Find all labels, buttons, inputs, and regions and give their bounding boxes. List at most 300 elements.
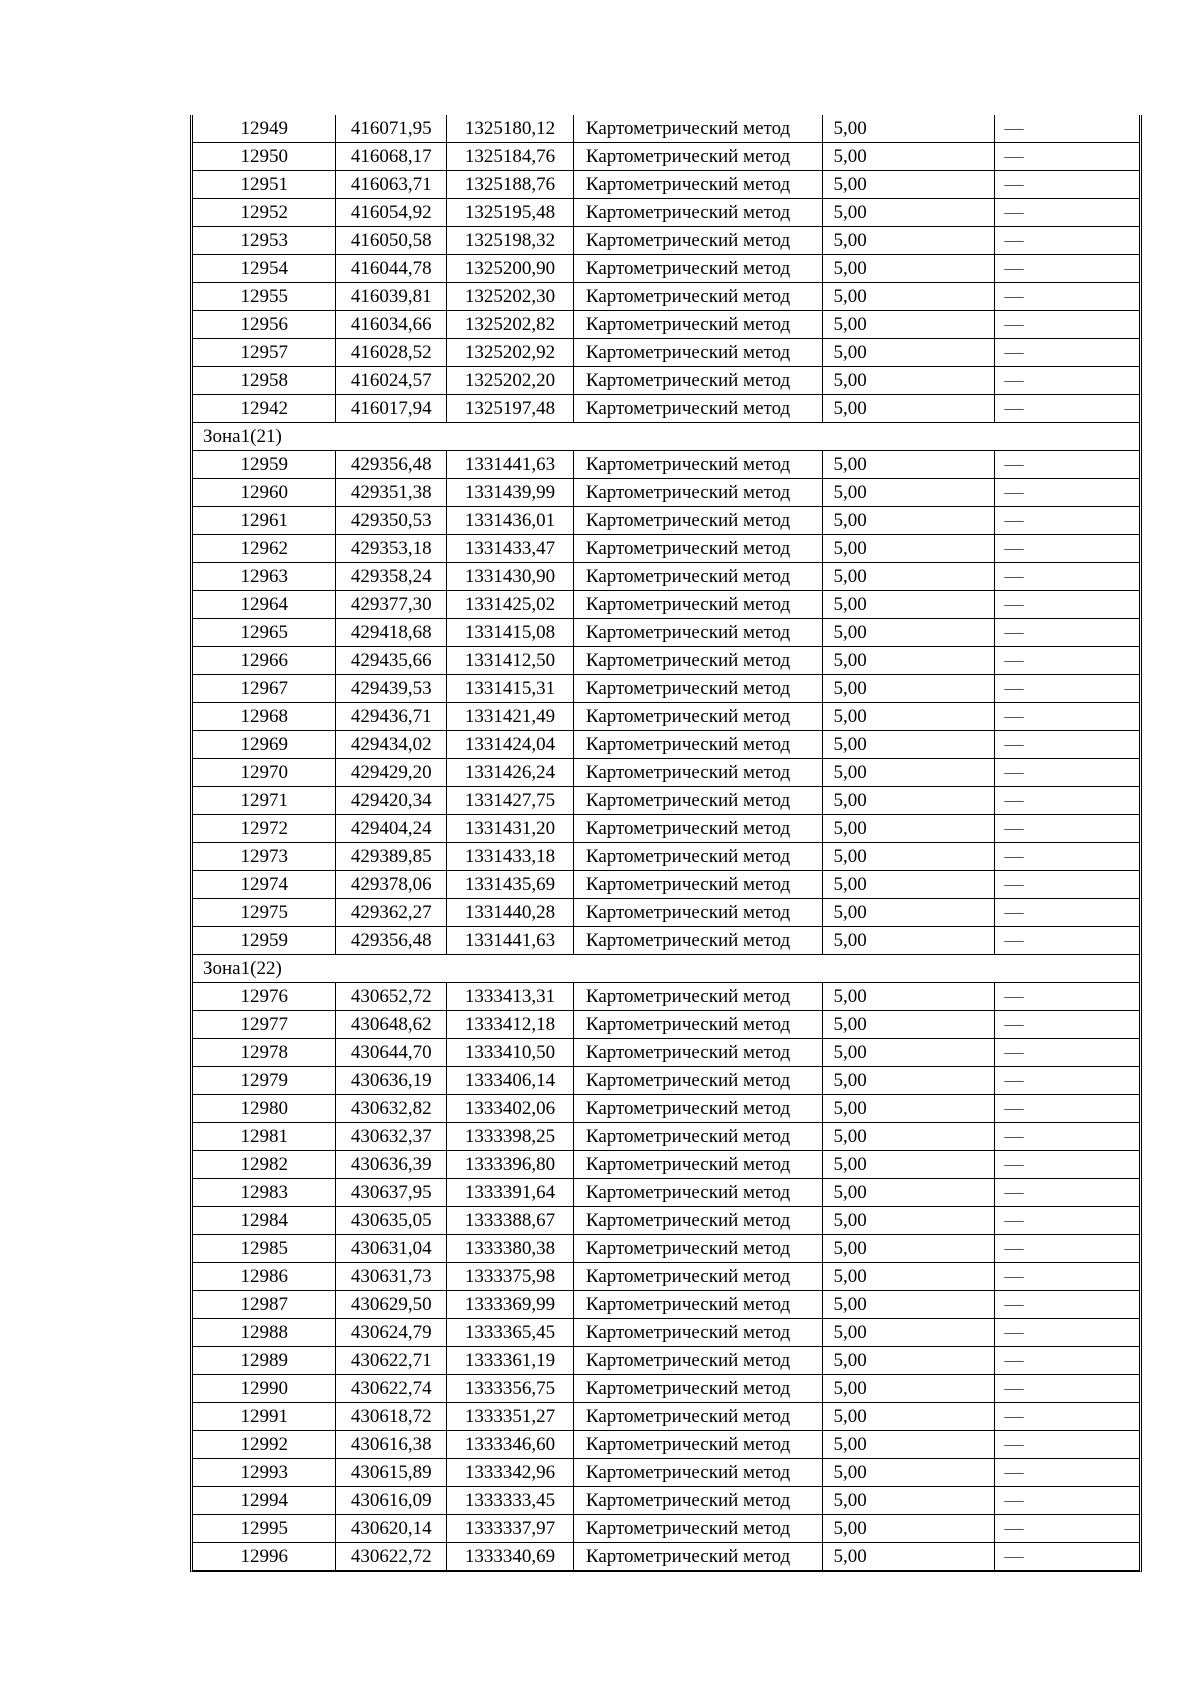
method-cell: Картометрический метод <box>573 815 823 843</box>
method-cell: Картометрический метод <box>573 1431 823 1459</box>
zone-label: Зона1(21) <box>193 423 1139 451</box>
method-cell: Картометрический метод <box>573 1151 823 1179</box>
point-number-cell: 12994 <box>193 1487 336 1515</box>
y-coordinate-cell: 1333342,96 <box>447 1459 574 1487</box>
x-coordinate-cell: 416028,52 <box>336 339 447 367</box>
table-row <box>193 1291 1139 1319</box>
table-row <box>193 1459 1139 1487</box>
method-cell: Картометрический метод <box>573 675 823 703</box>
accuracy-cell: 5,00 <box>823 843 994 871</box>
method-cell: Картометрический метод <box>573 507 823 535</box>
table-row <box>193 199 1139 227</box>
accuracy-cell: 5,00 <box>823 899 994 927</box>
x-coordinate-cell: 430652,72 <box>336 983 447 1011</box>
x-coordinate-cell: 429418,68 <box>336 619 447 647</box>
accuracy-cell: 5,00 <box>823 199 994 227</box>
table-row <box>193 479 1139 507</box>
description-cell: — <box>994 171 1139 199</box>
y-coordinate-cell: 1331430,90 <box>447 563 574 591</box>
y-coordinate-cell: 1333391,64 <box>447 1179 574 1207</box>
point-number-cell: 12987 <box>193 1291 336 1319</box>
table-row <box>193 283 1139 311</box>
x-coordinate-cell: 416024,57 <box>336 367 447 395</box>
point-number-cell: 12975 <box>193 899 336 927</box>
point-number-cell: 12951 <box>193 171 336 199</box>
y-coordinate-cell: 1325197,48 <box>447 395 574 423</box>
y-coordinate-cell: 1333375,98 <box>447 1263 574 1291</box>
point-number-cell: 12966 <box>193 647 336 675</box>
table-row <box>193 899 1139 927</box>
point-number-cell: 12984 <box>193 1207 336 1235</box>
method-cell: Картометрический метод <box>573 1263 823 1291</box>
table-row <box>193 1375 1139 1403</box>
method-cell: Картометрический метод <box>573 535 823 563</box>
accuracy-cell: 5,00 <box>823 619 994 647</box>
description-cell: — <box>994 1235 1139 1263</box>
method-cell: Картометрический метод <box>573 1095 823 1123</box>
table-row <box>193 535 1139 563</box>
y-coordinate-cell: 1333412,18 <box>447 1011 574 1039</box>
point-number-cell: 12982 <box>193 1151 336 1179</box>
point-number-cell: 12950 <box>193 143 336 171</box>
table-row <box>193 1095 1139 1123</box>
description-cell: — <box>994 199 1139 227</box>
description-cell: — <box>994 1515 1139 1543</box>
table-row <box>193 619 1139 647</box>
accuracy-cell: 5,00 <box>823 1319 994 1347</box>
description-cell: — <box>994 703 1139 731</box>
description-cell: — <box>994 451 1139 479</box>
table-row <box>193 759 1139 787</box>
accuracy-cell: 5,00 <box>823 367 994 395</box>
accuracy-cell: 5,00 <box>823 311 994 339</box>
y-coordinate-cell: 1333396,80 <box>447 1151 574 1179</box>
table-row <box>193 367 1139 395</box>
table-row <box>193 927 1139 955</box>
y-coordinate-cell: 1333346,60 <box>447 1431 574 1459</box>
point-number-cell: 12991 <box>193 1403 336 1431</box>
description-cell: — <box>994 1123 1139 1151</box>
method-cell: Картометрический метод <box>573 199 823 227</box>
table-row <box>193 591 1139 619</box>
table-row <box>193 339 1139 367</box>
x-coordinate-cell: 429356,48 <box>336 451 447 479</box>
accuracy-cell: 5,00 <box>823 815 994 843</box>
y-coordinate-cell: 1331424,04 <box>447 731 574 759</box>
method-cell: Картометрический метод <box>573 1459 823 1487</box>
y-coordinate-cell: 1331435,69 <box>447 871 574 899</box>
table-row <box>193 1263 1139 1291</box>
y-coordinate-cell: 1325180,12 <box>447 115 574 143</box>
accuracy-cell: 5,00 <box>823 1095 994 1123</box>
method-cell: Картометрический метод <box>573 927 823 955</box>
x-coordinate-cell: 430636,39 <box>336 1151 447 1179</box>
description-cell: — <box>994 899 1139 927</box>
accuracy-cell: 5,00 <box>823 1347 994 1375</box>
method-cell: Картометрический метод <box>573 983 823 1011</box>
table-row <box>193 507 1139 535</box>
x-coordinate-cell: 416054,92 <box>336 199 447 227</box>
method-cell: Картометрический метод <box>573 899 823 927</box>
x-coordinate-cell: 416050,58 <box>336 227 447 255</box>
method-cell: Картометрический метод <box>573 591 823 619</box>
point-number-cell: 12974 <box>193 871 336 899</box>
description-cell: — <box>994 479 1139 507</box>
description-cell: — <box>994 255 1139 283</box>
point-number-cell: 12977 <box>193 1011 336 1039</box>
y-coordinate-cell: 1333356,75 <box>447 1375 574 1403</box>
x-coordinate-cell: 430632,37 <box>336 1123 447 1151</box>
accuracy-cell: 5,00 <box>823 451 994 479</box>
x-coordinate-cell: 430615,89 <box>336 1459 447 1487</box>
table-row <box>193 731 1139 759</box>
method-cell: Картометрический метод <box>573 703 823 731</box>
y-coordinate-cell: 1331441,63 <box>447 451 574 479</box>
description-cell: — <box>994 1319 1139 1347</box>
y-coordinate-cell: 1325195,48 <box>447 199 574 227</box>
accuracy-cell: 5,00 <box>823 871 994 899</box>
description-cell: — <box>994 815 1139 843</box>
point-number-cell: 12978 <box>193 1039 336 1067</box>
table-row <box>193 1151 1139 1179</box>
description-cell: — <box>994 1011 1139 1039</box>
accuracy-cell: 5,00 <box>823 255 994 283</box>
x-coordinate-cell: 429358,24 <box>336 563 447 591</box>
method-cell: Картометрический метод <box>573 871 823 899</box>
table-row <box>193 311 1139 339</box>
zone-label: Зона1(22) <box>193 955 1139 983</box>
point-number-cell: 12942 <box>193 395 336 423</box>
y-coordinate-cell: 1325200,90 <box>447 255 574 283</box>
point-number-cell: 12965 <box>193 619 336 647</box>
table-row <box>193 395 1139 423</box>
x-coordinate-cell: 430637,95 <box>336 1179 447 1207</box>
point-number-cell: 12962 <box>193 535 336 563</box>
description-cell: — <box>994 143 1139 171</box>
description-cell: — <box>994 927 1139 955</box>
table-row <box>193 1487 1139 1515</box>
description-cell: — <box>994 731 1139 759</box>
method-cell: Картометрический метод <box>573 171 823 199</box>
method-cell: Картометрический метод <box>573 1319 823 1347</box>
point-number-cell: 12992 <box>193 1431 336 1459</box>
x-coordinate-cell: 429434,02 <box>336 731 447 759</box>
accuracy-cell: 5,00 <box>823 1263 994 1291</box>
point-number-cell: 12985 <box>193 1235 336 1263</box>
table-row <box>193 255 1139 283</box>
table-row <box>193 1011 1139 1039</box>
x-coordinate-cell: 416039,81 <box>336 283 447 311</box>
y-coordinate-cell: 1331440,28 <box>447 899 574 927</box>
accuracy-cell: 5,00 <box>823 1123 994 1151</box>
x-coordinate-cell: 430620,14 <box>336 1515 447 1543</box>
description-cell: — <box>994 787 1139 815</box>
x-coordinate-cell: 430622,71 <box>336 1347 447 1375</box>
method-cell: Картометрический метод <box>573 339 823 367</box>
point-number-cell: 12996 <box>193 1543 336 1571</box>
point-number-cell: 12970 <box>193 759 336 787</box>
table-row <box>193 1431 1139 1459</box>
y-coordinate-cell: 1331439,99 <box>447 479 574 507</box>
accuracy-cell: 5,00 <box>823 1235 994 1263</box>
method-cell: Картометрический метод <box>573 1039 823 1067</box>
y-coordinate-cell: 1331425,02 <box>447 591 574 619</box>
x-coordinate-cell: 416068,17 <box>336 143 447 171</box>
point-number-cell: 12988 <box>193 1319 336 1347</box>
description-cell: — <box>994 535 1139 563</box>
accuracy-cell: 5,00 <box>823 787 994 815</box>
description-cell: — <box>994 1431 1139 1459</box>
description-cell: — <box>994 227 1139 255</box>
y-coordinate-cell: 1325202,82 <box>447 311 574 339</box>
method-cell: Картометрический метод <box>573 731 823 759</box>
point-number-cell: 12960 <box>193 479 336 507</box>
method-cell: Картометрический метод <box>573 311 823 339</box>
description-cell: — <box>994 1263 1139 1291</box>
point-number-cell: 12993 <box>193 1459 336 1487</box>
description-cell: — <box>994 1375 1139 1403</box>
x-coordinate-cell: 429389,85 <box>336 843 447 871</box>
point-number-cell: 12953 <box>193 227 336 255</box>
accuracy-cell: 5,00 <box>823 535 994 563</box>
zone-header-row <box>193 423 1139 451</box>
description-cell: — <box>994 619 1139 647</box>
method-cell: Картометрический метод <box>573 563 823 591</box>
y-coordinate-cell: 1325188,76 <box>447 171 574 199</box>
method-cell: Картометрический метод <box>573 647 823 675</box>
description-cell: — <box>994 759 1139 787</box>
x-coordinate-cell: 429362,27 <box>336 899 447 927</box>
description-cell: — <box>994 1543 1139 1571</box>
method-cell: Картометрический метод <box>573 619 823 647</box>
y-coordinate-cell: 1331415,31 <box>447 675 574 703</box>
y-coordinate-cell: 1325202,30 <box>447 283 574 311</box>
description-cell: — <box>994 1067 1139 1095</box>
y-coordinate-cell: 1325184,76 <box>447 143 574 171</box>
x-coordinate-cell: 416017,94 <box>336 395 447 423</box>
y-coordinate-cell: 1331441,63 <box>447 927 574 955</box>
point-number-cell: 12973 <box>193 843 336 871</box>
y-coordinate-cell: 1331415,08 <box>447 619 574 647</box>
accuracy-cell: 5,00 <box>823 647 994 675</box>
y-coordinate-cell: 1333351,27 <box>447 1403 574 1431</box>
table-row <box>193 647 1139 675</box>
point-number-cell: 12995 <box>193 1515 336 1543</box>
point-number-cell: 12961 <box>193 507 336 535</box>
method-cell: Картометрический метод <box>573 1347 823 1375</box>
accuracy-cell: 5,00 <box>823 1515 994 1543</box>
y-coordinate-cell: 1333380,38 <box>447 1235 574 1263</box>
method-cell: Картометрический метод <box>573 283 823 311</box>
accuracy-cell: 5,00 <box>823 143 994 171</box>
description-cell: — <box>994 591 1139 619</box>
method-cell: Картометрический метод <box>573 367 823 395</box>
accuracy-cell: 5,00 <box>823 1011 994 1039</box>
x-coordinate-cell: 429356,48 <box>336 927 447 955</box>
accuracy-cell: 5,00 <box>823 927 994 955</box>
table-row <box>193 843 1139 871</box>
accuracy-cell: 5,00 <box>823 1151 994 1179</box>
point-number-cell: 12979 <box>193 1067 336 1095</box>
x-coordinate-cell: 430618,72 <box>336 1403 447 1431</box>
table-row <box>193 1403 1139 1431</box>
y-coordinate-cell: 1333398,25 <box>447 1123 574 1151</box>
accuracy-cell: 5,00 <box>823 591 994 619</box>
y-coordinate-cell: 1331412,50 <box>447 647 574 675</box>
point-number-cell: 12968 <box>193 703 336 731</box>
y-coordinate-cell: 1333361,19 <box>447 1347 574 1375</box>
method-cell: Картометрический метод <box>573 843 823 871</box>
x-coordinate-cell: 430622,72 <box>336 1543 447 1571</box>
description-cell: — <box>994 1095 1139 1123</box>
table-row <box>193 1235 1139 1263</box>
description-cell: — <box>994 983 1139 1011</box>
x-coordinate-cell: 429439,53 <box>336 675 447 703</box>
table-row <box>193 1207 1139 1235</box>
point-number-cell: 12980 <box>193 1095 336 1123</box>
table-row <box>193 1319 1139 1347</box>
table-row <box>193 563 1139 591</box>
accuracy-cell: 5,00 <box>823 283 994 311</box>
method-cell: Картометрический метод <box>573 451 823 479</box>
accuracy-cell: 5,00 <box>823 1459 994 1487</box>
accuracy-cell: 5,00 <box>823 703 994 731</box>
description-cell: — <box>994 675 1139 703</box>
method-cell: Картометрический метод <box>573 1543 823 1571</box>
description-cell: — <box>994 1347 1139 1375</box>
accuracy-cell: 5,00 <box>823 1375 994 1403</box>
x-coordinate-cell: 430635,05 <box>336 1207 447 1235</box>
table-row <box>193 451 1139 479</box>
description-cell: — <box>994 1291 1139 1319</box>
table-row <box>193 675 1139 703</box>
y-coordinate-cell: 1333369,99 <box>447 1291 574 1319</box>
description-cell: — <box>994 563 1139 591</box>
zone-header-row <box>193 955 1139 983</box>
table-row <box>193 703 1139 731</box>
accuracy-cell: 5,00 <box>823 1039 994 1067</box>
x-coordinate-cell: 430636,19 <box>336 1067 447 1095</box>
description-cell: — <box>994 1403 1139 1431</box>
method-cell: Картометрический метод <box>573 255 823 283</box>
point-number-cell: 12964 <box>193 591 336 619</box>
coordinates-table-body <box>193 115 1139 1571</box>
method-cell: Картометрический метод <box>573 759 823 787</box>
point-number-cell: 12983 <box>193 1179 336 1207</box>
description-cell: — <box>994 507 1139 535</box>
accuracy-cell: 5,00 <box>823 1487 994 1515</box>
method-cell: Картометрический метод <box>573 479 823 507</box>
description-cell: — <box>994 1487 1139 1515</box>
point-number-cell: 12959 <box>193 927 336 955</box>
x-coordinate-cell: 430629,50 <box>336 1291 447 1319</box>
description-cell: — <box>994 1039 1139 1067</box>
x-coordinate-cell: 430631,73 <box>336 1263 447 1291</box>
point-number-cell: 12958 <box>193 367 336 395</box>
method-cell: Картометрический метод <box>573 1235 823 1263</box>
description-cell: — <box>994 115 1139 143</box>
x-coordinate-cell: 429353,18 <box>336 535 447 563</box>
point-number-cell: 12989 <box>193 1347 336 1375</box>
coordinates-table <box>193 115 1139 1571</box>
method-cell: Картометрический метод <box>573 227 823 255</box>
method-cell: Картометрический метод <box>573 1011 823 1039</box>
table-row <box>193 1515 1139 1543</box>
description-cell: — <box>994 1179 1139 1207</box>
point-number-cell: 12990 <box>193 1375 336 1403</box>
point-number-cell: 12959 <box>193 451 336 479</box>
point-number-cell: 12969 <box>193 731 336 759</box>
x-coordinate-cell: 430648,62 <box>336 1011 447 1039</box>
table-row <box>193 871 1139 899</box>
method-cell: Картометрический метод <box>573 787 823 815</box>
x-coordinate-cell: 416071,95 <box>336 115 447 143</box>
y-coordinate-cell: 1331426,24 <box>447 759 574 787</box>
accuracy-cell: 5,00 <box>823 563 994 591</box>
description-cell: — <box>994 367 1139 395</box>
y-coordinate-cell: 1333413,31 <box>447 983 574 1011</box>
point-number-cell: 12967 <box>193 675 336 703</box>
description-cell: — <box>994 311 1139 339</box>
table-row <box>193 171 1139 199</box>
x-coordinate-cell: 430644,70 <box>336 1039 447 1067</box>
x-coordinate-cell: 430616,09 <box>336 1487 447 1515</box>
accuracy-cell: 5,00 <box>823 1403 994 1431</box>
accuracy-cell: 5,00 <box>823 1431 994 1459</box>
y-coordinate-cell: 1325202,20 <box>447 367 574 395</box>
description-cell: — <box>994 871 1139 899</box>
point-number-cell: 12949 <box>193 115 336 143</box>
table-row <box>193 143 1139 171</box>
description-cell: — <box>994 1207 1139 1235</box>
x-coordinate-cell: 429378,06 <box>336 871 447 899</box>
accuracy-cell: 5,00 <box>823 1291 994 1319</box>
accuracy-cell: 5,00 <box>823 1067 994 1095</box>
y-coordinate-cell: 1331436,01 <box>447 507 574 535</box>
y-coordinate-cell: 1331431,20 <box>447 815 574 843</box>
x-coordinate-cell: 430616,38 <box>336 1431 447 1459</box>
method-cell: Картометрический метод <box>573 1375 823 1403</box>
x-coordinate-cell: 429351,38 <box>336 479 447 507</box>
accuracy-cell: 5,00 <box>823 115 994 143</box>
x-coordinate-cell: 416063,71 <box>336 171 447 199</box>
method-cell: Картометрический метод <box>573 395 823 423</box>
point-number-cell: 12952 <box>193 199 336 227</box>
point-number-cell: 12956 <box>193 311 336 339</box>
table-row <box>193 1543 1139 1571</box>
x-coordinate-cell: 430624,79 <box>336 1319 447 1347</box>
x-coordinate-cell: 429350,53 <box>336 507 447 535</box>
accuracy-cell: 5,00 <box>823 1543 994 1571</box>
accuracy-cell: 5,00 <box>823 1207 994 1235</box>
table-row <box>193 983 1139 1011</box>
description-cell: — <box>994 1459 1139 1487</box>
x-coordinate-cell: 429435,66 <box>336 647 447 675</box>
x-coordinate-cell: 429404,24 <box>336 815 447 843</box>
table-row <box>193 227 1139 255</box>
table-row <box>193 815 1139 843</box>
description-cell: — <box>994 339 1139 367</box>
method-cell: Картометрический метод <box>573 1403 823 1431</box>
y-coordinate-cell: 1333402,06 <box>447 1095 574 1123</box>
method-cell: Картометрический метод <box>573 1067 823 1095</box>
accuracy-cell: 5,00 <box>823 1179 994 1207</box>
table-row <box>193 1123 1139 1151</box>
y-coordinate-cell: 1331433,18 <box>447 843 574 871</box>
y-coordinate-cell: 1331427,75 <box>447 787 574 815</box>
method-cell: Картометрический метод <box>573 143 823 171</box>
coordinates-table-frame <box>190 115 1142 1572</box>
